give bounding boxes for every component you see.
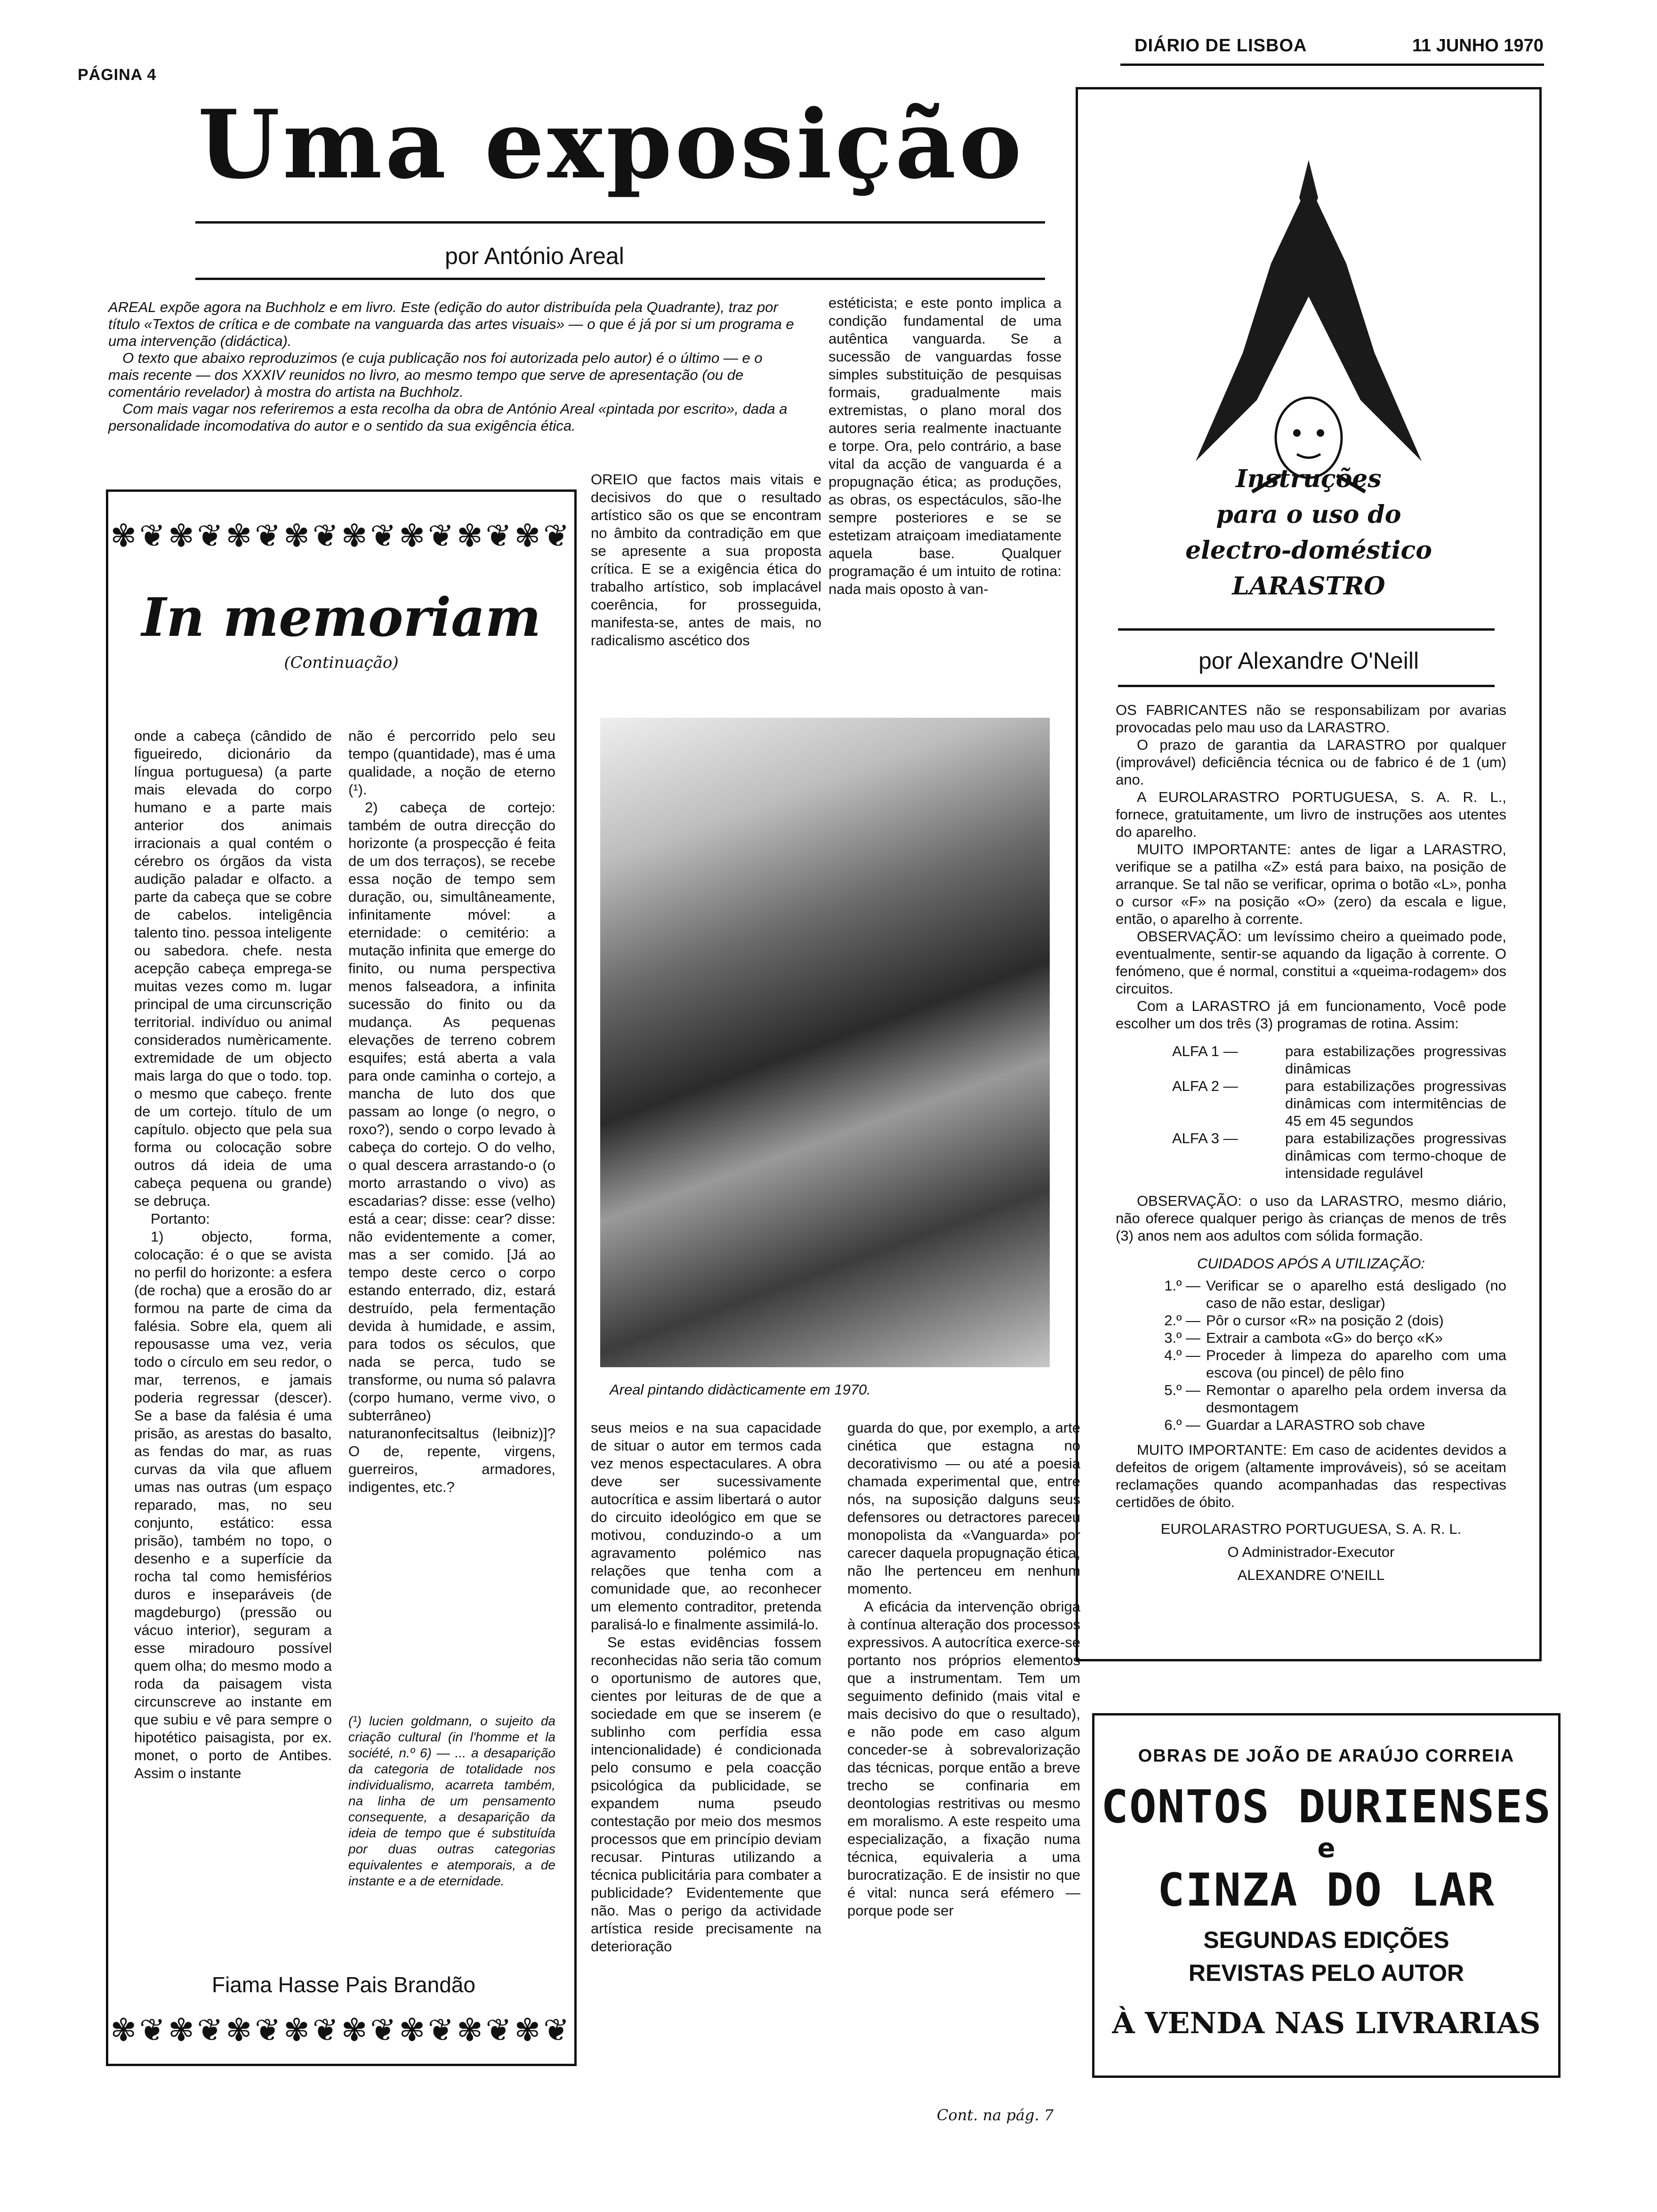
- ornament-border-top: ✾❦✾❦✾❦✾❦✾❦✾❦✾❦✾❦: [110, 518, 572, 553]
- ad-connector: e: [1317, 1833, 1335, 1864]
- intro-paragraph: O texto que abaixo reproduzimos (e cuja publicação nos foi autorizada pelo autor) é o último — e o mais recente — dos XXXIV reunidos no livro, ao mesmo tempo que serve de apresentação (ou de comentário revelador) à mostra do artista na Buchholz.: [108, 350, 763, 400]
- memoriam-column-1: [134, 727, 332, 1782]
- ad-edition-line-1: SEGUNDAS EDIÇÕES: [1203, 1927, 1449, 1953]
- care-label: 6.º —: [1164, 1417, 1200, 1433]
- instructions-title-line: electro-doméstico: [1185, 536, 1432, 565]
- instructions-rule-bottom: [1118, 685, 1495, 687]
- instructions-title: [1078, 461, 1539, 604]
- intro-paragraph: Com mais vagar nos referiremos a esta recolha da obra de António Areal «pintada por escrito», dada a personalidade incomodativa do autor e o sentido da sua exigência ética.: [108, 401, 788, 434]
- article-column-3-top: [828, 294, 1062, 598]
- instructions-paragraph: MUITO IMPORTANTE: Em caso de acidentes devidos a defeitos de origem (altamente improváveis), só se aceitam reclamações quando acompanhadas das respectivas certidões de óbito.: [1116, 1442, 1506, 1510]
- care-item: [1149, 1416, 1506, 1434]
- page-number: PÁGINA 4: [78, 66, 157, 84]
- memoriam-paragraph: Portanto:: [151, 1210, 210, 1227]
- care-text: Extrair a cambota «G» do berço «K»: [1206, 1330, 1443, 1346]
- instructions-paragraph: OBSERVAÇÃO: um levíssimo cheiro a queimado pode, eventualmente, sentir-se aquando da ligação à corrente. O fenómeno, que é normal, constitui a «queima-rodagem» dos circuitos.: [1116, 928, 1506, 997]
- ad-edition-line-2: REVISTAS PELO AUTOR: [1188, 1960, 1464, 1986]
- care-item: [1149, 1312, 1506, 1329]
- article-paragraph: guarda do que, por exemplo, a arte cinética que estagna no decorativismo — ou até a poesia chamada experimental que, entre nós, na suposição dalguns seus defensores ou detractores pareceu monopolista da «Vanguarda» por carecer daquela propugnação ética, não lhe pertenceu em nenhum momento.: [847, 1419, 1080, 1597]
- newspaper-name: DIÁRIO DE LISBOA: [1134, 36, 1307, 56]
- memoriam-footnote: (¹) lucien goldmann, o sujeito da criação cultural (in l'homme et la société, n.º 6) — ... a desaparição da categoria de totalidade nos individualismo, acarreta também, na linha de um pensamento consequente, a desaparição da ideia de tempo que é substituída por duas outras categorias equivalentes e atemporais, a de instante e a de eternidade.: [348, 1714, 555, 1888]
- program-text: para estabilizações progressivas dinâmicas: [1285, 1043, 1506, 1077]
- care-item: [1149, 1381, 1506, 1416]
- care-label: 2.º —: [1164, 1312, 1200, 1329]
- care-text: Guardar a LARASTRO sob chave: [1206, 1417, 1425, 1433]
- in-memoriam-box: [106, 489, 577, 2066]
- care-text: Proceder à limpeza do aparelho com uma escova (ou pincel) de pêlo fino: [1206, 1347, 1506, 1381]
- memoriam-subtitle: (Continuação): [284, 653, 399, 672]
- article-column-3-bottom: [847, 1419, 1080, 1920]
- byline-rule: [195, 278, 1045, 280]
- program-item: [1172, 1042, 1506, 1077]
- artist-photo: [600, 718, 1050, 1367]
- program-item: [1172, 1077, 1506, 1130]
- title-rule: [195, 221, 1045, 224]
- larastro-instructions-box: [1076, 87, 1542, 1661]
- program-label: ALFA 3 —: [1172, 1130, 1238, 1146]
- instructions-title-line: LARASTRO: [1232, 572, 1385, 601]
- instructions-paragraph: MUITO IMPORTANTE: antes de ligar a LARASTRO, verifique se a patilha «Z» está para baixo, na posição de arranque. Se tal não se verificar, oprima o botão «L», ponha o cursor «F» na posição «O» (zero) da escala e ligue, então, o aparelho à corrente.: [1116, 841, 1506, 927]
- article-title: Uma exposição: [198, 89, 1025, 200]
- program-label: ALFA 2 —: [1172, 1078, 1238, 1094]
- memoriam-title: In memoriam: [141, 587, 541, 649]
- memoriam-paragraph: 1) objecto, forma, colocação: é o que se avista no perfil do horizonte: a esfera (de rocha) que a erosão do ar formou na parte de cima da falésia. Sobre ela, quem ali repousasse uma vez, veria todo o círculo em seu redor, o mar, terrenos, e jamais poderia regressar (descer). Se a base da falésia é uma prisão, as arestas do basalto, as fendas do mar, as ruas curvas da vila que afluem umas nas outras (um espaço reparado, mas, no seu conjunto, estático: essa prisão), também no topo, o desenho e a superfície da rocha tal como hemisférios duros e inseparáveis (de magdeburgo) (pressão ou vácuo interior), seguram a esse miradouro possível quem olha; do mesmo modo a roda da paisagem vista circunscreve ao instante em que subiu e vê para sempre o hipotético paisagista, por ex. monet, o porto de Antibes. Assim o instante: [134, 1228, 332, 1781]
- care-text: Verificar se o aparelho está desligado (no caso de não estar, desligar): [1206, 1277, 1506, 1311]
- instructions-paragraph: A EUROLARASTRO PORTUGUESA, S. A. R. L., fornece, gratuitamente, um livro de instruções aos utentes do aparelho.: [1116, 789, 1506, 840]
- care-item: [1149, 1346, 1506, 1381]
- care-label: 4.º —: [1164, 1347, 1200, 1363]
- article-paragraph: OREIO que factos mais vitais e decisivos do que o resultado artístico são os que se encontram no âmbito da contradição em que se apresente a sua proposta crítica. E se a exigência ética do trabalho artístico, sob implacável coerência, for prosseguida, manifesta-se, antes de mais, no radicalismo ascético dos: [591, 471, 821, 649]
- signature-company: EUROLARASTRO PORTUGUESA, S. A. R. L.: [1160, 1521, 1462, 1537]
- ornament-border-bottom: ✾❦✾❦✾❦✾❦✾❦✾❦✾❦✾❦: [110, 2012, 572, 2047]
- instructions-body: [1116, 701, 1506, 1584]
- care-label: 5.º —: [1164, 1382, 1200, 1398]
- care-item: [1149, 1277, 1506, 1312]
- care-item: [1149, 1329, 1506, 1346]
- care-list: [1149, 1277, 1506, 1434]
- memoriam-paragraph: onde a cabeça (cândido de figueiredo, dicionário da língua portuguesa) (a parte mais elevada do corpo humano e a parte mais anterior dos animais irracionais a qual contém o cérebro os órgãos da vista audição paladar e olfacto. a parte da cabeça que se cobre de cabelos. inteligência talento tino. pessoa inteligente ou sabedora. chefe. nesta acepção cabeça emprega-se muitas vezes como m. lugar principal de uma circunscrição territorial. indivíduo ou animal considerados numèricamente. extremidade de um objecto mais larga do que o todo. top. o mesmo que cabeço. frente de um cortejo. título de um capítulo. objecto que pela sua forma ou colocação sobre outros dá ideia de uma cabeça pequena ou grande) se debruça.: [134, 728, 332, 1209]
- care-label: 3.º —: [1164, 1330, 1200, 1346]
- continued-note: Cont. na pág. 7: [937, 2106, 1054, 2124]
- instructions-byline: por Alexandre O'Neill: [1198, 648, 1419, 674]
- signature-role: O Administrador-Executor: [1227, 1544, 1395, 1560]
- instructions-paragraph: OS FABRICANTES não se responsabilizam por avarias provocadas pelo mau uso da LARASTRO.: [1116, 702, 1506, 736]
- program-label: ALFA 1 —: [1172, 1043, 1238, 1059]
- header-rule: [1120, 64, 1544, 66]
- article-column-2-top: [591, 471, 821, 649]
- instructions-title-line: para o uso do: [1216, 500, 1401, 529]
- ad-author-line: OBRAS DE JOÃO DE ARAÚJO CORREIA: [1138, 1746, 1515, 1766]
- instructions-paragraph: Com a LARASTRO já em funcionamento, Você pode escolher um dos três (3) programas de rotina. Assim:: [1116, 998, 1506, 1032]
- instructions-title-line: Instruções: [1236, 465, 1382, 493]
- memoriam-paragraph: não é percorrido pelo seu tempo (quantidade), mas é uma qualidade, a noção de eterno (¹).: [348, 728, 555, 798]
- memoriam-paragraph: 2) cabeça de cortejo: também de outra direcção do horizonte (a prospecção é feita de um dos terraços), se recebe essa noção de tempo sem duração, ou, simultâneamente, infinitamente móvel: a eternidade: o cemitério: a mutação infinita que emerge do finito, ou numa perspectiva menos falseadora, a infinita sucessão do finito ou da mudança. As pequenas elevações de terreno cobrem esquifes; está aberta a vala para onde caminha o cortejo, a mancha de luto dos que passam ao longe (o negro, o roxo?), sendo o corpo levado à cabeça do cortejo. O do velho, o qual descera arrastando-o (o morto arrastando o vivo) as escadarias? disse: esse (velho) está a cear; disse: cear? disse: não evidentemente a comer, mas a ser comido. [Já ao tempo deste cerco o corpo estando enterrado, diz, estará destruído, pela fermentação devida à humidade, e assim, para todos os séculos, que nada se perca, tudo se transforme, ou numa só palavra (corpo humano, verme vivo, o subterrâneo) naturanonfecitsaltus (leibniz)]? O de, repente, virgens, guerreiros, armadores, indigentes, etc.?: [348, 799, 555, 1495]
- intro-paragraph: AREAL expõe agora na Buchholz e em livro. Este (edição do autor distribuída pela Quadrante), traz por título «Textos de crítica e de combate na vanguarda das artes visuais» — o que é já por si um programa e uma intervenção (didáctica).: [108, 299, 794, 349]
- instructions-paragraph: OBSERVAÇÃO: o uso da LARASTRO, mesmo diário, não oferece qualquer perigo às crianças de menos de três (3) anos nem aos adultos com sólida formação.: [1116, 1193, 1506, 1244]
- ad-sale-line: À VENDA NAS LIVRARIAS: [1112, 2006, 1541, 2040]
- ad-book-title-1: CONTOS DURIENSES: [1101, 1780, 1552, 1833]
- winged-head-illustration: [1177, 155, 1440, 494]
- program-text: para estabilizações progressivas dinâmicas com intermitências de 45 em 45 segundos: [1285, 1078, 1506, 1129]
- article-paragraph: seus meios e na sua capacidade de situar o autor em termos cada vez menos espectaculares. A obra deve ser sucessivamente autocrítica e assim libertará o autor do circuito ideológico em que se motivou, conduzindo-o a um agravamento polémico nas relações que tenha com a comunidade que, ao reconhecer um elemento contraditor, pretenda paralisá-lo e finalmente assimilá-lo.: [591, 1419, 821, 1633]
- book-advertisement: [1092, 1713, 1560, 2078]
- care-label: 1.º —: [1164, 1277, 1200, 1294]
- article-paragraph: Se estas evidências fossem reconhecidas não seria tão comum o oportunismo de autores que, cientes por leituras de de que a sociedade em que se inserem (e sublinho com perfídia essa intencionalidade) é condicionada pelo consumo e pela coacção psicológica da publicidade, se expandem numa pseudo contestação por meio dos mesmos processos que em princípio deviam recusar. Pinturas utilizando a técnica publicitária para combater a publicidade? Evidentemente que não. Mas o perigo da actividade artística reside precisamente na deterioração: [591, 1634, 821, 1955]
- program-list: [1172, 1042, 1506, 1182]
- program-text: para estabilizações progressivas dinâmicas com termo-choque de intensidade regulável: [1285, 1130, 1506, 1181]
- signature-name: ALEXANDRE O'NEILL: [1237, 1567, 1385, 1583]
- care-text: Remontar o aparelho pela ordem inversa da desmontagem: [1206, 1382, 1506, 1416]
- memoriam-column-2: [348, 727, 555, 1496]
- photo-caption: Areal pintando didàcticamente em 1970.: [610, 1381, 871, 1398]
- care-text: Pôr o cursor «R» na posição 2 (dois): [1206, 1312, 1444, 1329]
- article-byline: por António Areal: [445, 243, 624, 269]
- ad-book-title-2: CINZA DO LAR: [1157, 1864, 1496, 1916]
- instructions-rule-top: [1118, 628, 1495, 631]
- article-intro: [108, 299, 796, 434]
- article-paragraph: A eficácia da intervenção obriga à contínua alteração dos processos expressivos. A autocrítica exerce-se portanto nos próprios elementos que a instrumentam. Tem um seguimento definido (mais vital e mais decisivo do que o resultado), e não pode em caso algum conceder-se à sobrevalorização das técnicas, porque então a breve trecho se confinaria em deontologias restritivas ou mesmo em moralismo. A este respeito uma especialização, a fixação numa técnica, equivaleria a uma burocratização. E de insistir no que é vital: nunca será efémero — porque pode ser: [847, 1598, 1080, 1919]
- memoriam-signature: Fiama Hasse Pais Brandão: [212, 1972, 475, 1997]
- care-heading: CUIDADOS APÓS A UTILIZAÇÃO:: [1197, 1255, 1425, 1272]
- program-item: [1172, 1130, 1506, 1182]
- article-column-2-bottom: [591, 1419, 821, 1956]
- instructions-paragraph: O prazo de garantia da LARASTRO por qualquer (improvável) deficiência técnica ou de fabrico é de 1 (um) ano.: [1116, 737, 1506, 788]
- article-paragraph: estéticista; e este ponto implica a condição fundamental de uma autêntica vanguarda. Se a sucessão de vanguardas fosse simples substituição de pesquisas formais, gradualmente mais extremistas, o plano moral dos autores seria realmente inactuante e torpe. Ora, pelo contrário, a base vital da acção de vanguarda é a propugnação ética; as produções, as obras, os espectáculos, são-lhe sempre posteriores e se se estetizam atraiçoam imediatamente aquela base. Qualquer programação é um intuito de rotina: nada mais oposto à van-: [828, 295, 1062, 597]
- issue-date: 11 JUNHO 1970: [1412, 36, 1544, 56]
